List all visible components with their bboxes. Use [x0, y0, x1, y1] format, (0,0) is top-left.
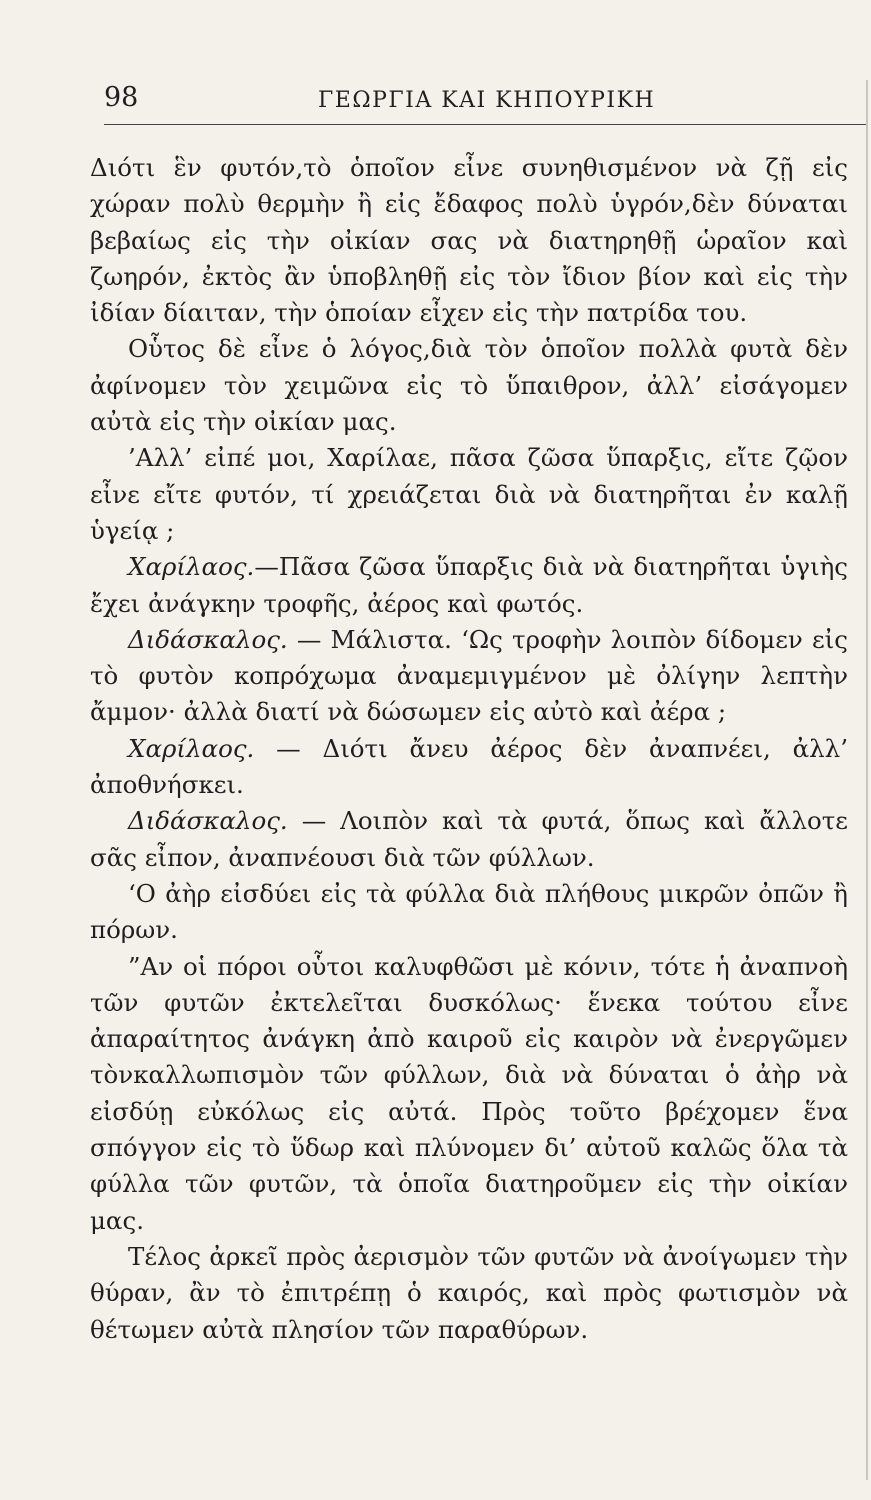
paragraph-text: Τέλος ἀρκεῖ πρὸς ἀερισμὸν τῶν φυτῶν νὰ ἀνοίγωμεν τὴν θύραν, ἂν τὸ ἐπιτρέπῃ ὁ καιρός, καὶ πρὸς φωτισμὸν νὰ θέτωμεν αὐτὰ πλησίον τῶν παραθύρων. [90, 1241, 848, 1344]
dialogue-line [90, 549, 848, 622]
paragraph [90, 331, 848, 440]
page-header [104, 82, 864, 122]
paragraph-text: Οὗτος δὲ εἶνε ὁ λόγος,διὰ τὸν ὁποῖον πολλὰ φυτὰ δὲν ἀφίνομεν τὸν χειμῶνα εἰς τὸ ὕπαιθρον, ἀλλ’ εἰσάγομεν αὐτὰ εἰς τὴν οἰκίαν μας. [90, 334, 848, 437]
page-edge [866, 80, 868, 1480]
paragraph [90, 876, 848, 949]
paragraph-text: ‘Ο ἀὴρ εἰσδύει εἰς τὰ φύλλα διὰ πλήθους μικρῶν ὀπῶν ἢ πόρων. [90, 878, 848, 945]
paragraph-text: ’Αλλ’ εἰπέ μοι, Χαρίλαε, πᾶσα ζῶσα ὕπαρξις, εἴτε ζῷον εἶνε εἴτε φυτόν, τί χρειάζεται διὰ νὰ διατηρῆται ἐν καλῇ ὑγείᾳ ; [90, 443, 848, 545]
header-rule [104, 124, 866, 125]
speaker-name: Χαρίλαος. [128, 733, 255, 763]
paragraph [90, 150, 848, 331]
dialogue-text: — Λοιπὸν καὶ τὰ φυτά, ὅπως καὶ ἄλλοτε σᾶς εἶπον, ἀναπνέουσι διὰ τῶν φύλλων. [90, 806, 848, 872]
dialogue-line [90, 622, 848, 731]
speaker-name: Διδάσκαλος. [128, 624, 288, 654]
paragraph [90, 1239, 848, 1348]
speaker-name: Διδάσκαλος. [128, 806, 288, 836]
paragraph [90, 440, 848, 549]
dialogue-text: — Μάλιστα. ‘Ως τροφὴν λοιπὸν δίδομεν εἰς τὸ φυτὸν κοπρόχωμα ἀναμεμιγμένον μὲ ὀλίγην λεπτὴν ἄμμον· ἀλλὰ διατί νὰ δώσωμεν εἰς αὐτὸ καὶ ἀέρα ; [90, 624, 848, 727]
dialogue-text: —Πᾶσα ζῶσα ὕπαρξις διὰ νὰ διατηρῆται ὑγιὴς ἔχει ἀνάγκην τροφῆς, ἀέρος καὶ φωτός. [90, 552, 848, 618]
dialogue-line [90, 731, 848, 804]
running-title: ΓΕΩΡΓΙΑ ΚΑΙ ΚΗΠΟΥΡΙΚΗ [318, 88, 656, 113]
dialogue-line [90, 803, 848, 876]
paragraph-text: Διότι ἓν φυτόν,τὸ ὁποῖον εἶνε συνηθισμένον νὰ ζῇ εἰς χώραν πολὺ θερμὴν ἢ εἰς ἔδαφος πολὺ ὑγρόν,δὲν δύναται βεβαίως εἰς τὴν οἰκίαν σας νὰ διατηρηθῇ ὡραῖον καὶ ζωηρόν, ἐκτὸς ἂν ὑποβληθῇ εἰς τὸν ἴδιον βίον καὶ εἰς τὴν ἰδίαν δίαιταν, τὴν ὁποίαν εἶχεν εἰς τὴν πατρίδα του. [90, 153, 848, 328]
speaker-name: Χαρίλαος. [128, 552, 255, 582]
page-number: 98 [104, 82, 139, 113]
body-text [90, 150, 848, 1348]
paragraph [90, 949, 848, 1239]
paragraph-text: ”Αν οἱ πόροι οὗτοι καλυφθῶσι μὲ κόνιν, τότε ἡ ἀναπνοὴ τῶν φυτῶν ἐκτελεῖται δυσκόλως· ἕνεκα τούτου εἶνε ἀπαραίτητος ἀνάγκη ἀπὸ καιροῦ εἰς καιρὸν νὰ ἐνεργῶμεν τὸνκαλλωπισμὸν τῶν φύλλων, διὰ νὰ δύναται ὁ ἀὴρ νὰ εἰσδύῃ εὐκόλως εἰς αὐτά. Πρὸς τοῦτο βρέχομεν ἕνα σπόγγον εἰς τὸ ὕδωρ καὶ πλύνομεν δι’ αὐτοῦ καλῶς ὅλα τὰ φύλλα τῶν φυτῶν, τὰ ὁποῖα διατηροῦμεν εἰς τὴν οἰκίαν μας. [90, 951, 848, 1235]
dialogue-text: — Διότι ἄνευ ἀέρος δὲν ἀναπνέει, ἀλλ’ ἀποθνήσκει. [90, 733, 848, 800]
